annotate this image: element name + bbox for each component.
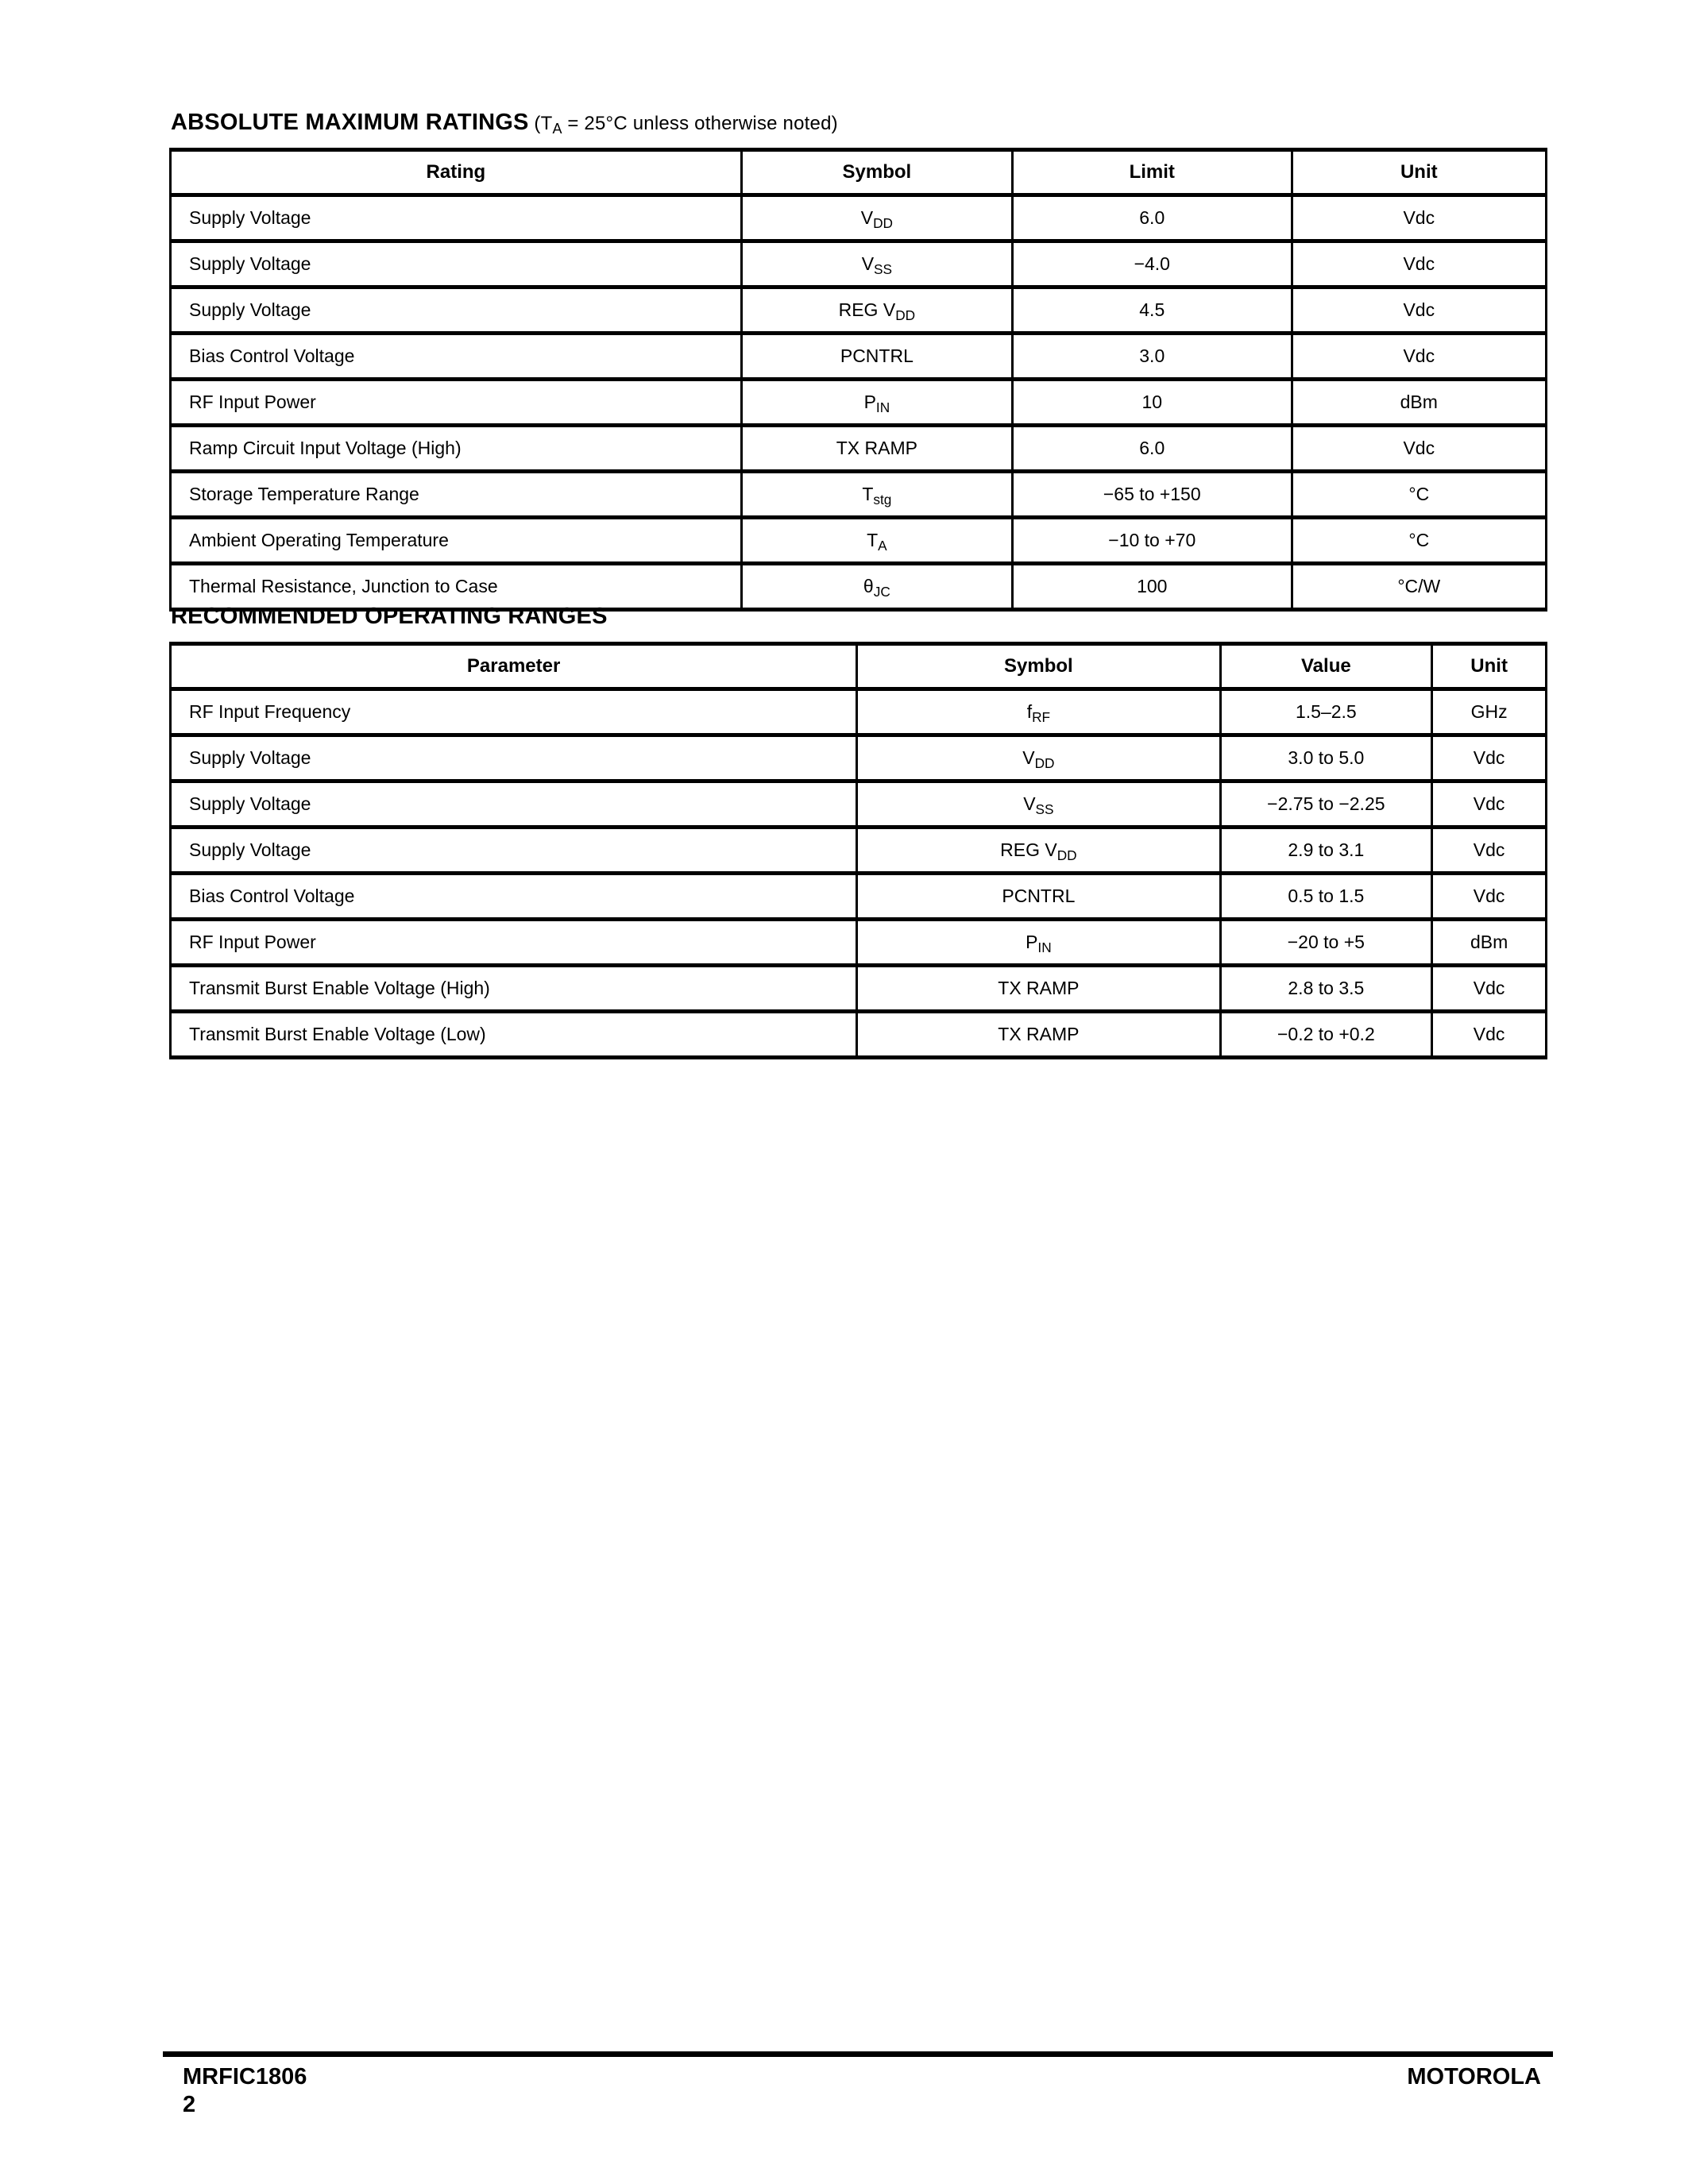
cell-symbol bbox=[857, 735, 1220, 781]
cell-value: 6.0 bbox=[1012, 426, 1292, 472]
column-header-parameter: Parameter bbox=[171, 644, 857, 689]
symbol-base: TX RAMP bbox=[998, 978, 1080, 998]
cell-value: 6.0 bbox=[1012, 195, 1292, 241]
header-row bbox=[171, 644, 1547, 689]
cell-symbol bbox=[857, 781, 1220, 828]
table-row bbox=[171, 689, 1547, 735]
cell-symbol bbox=[857, 966, 1220, 1012]
symbol-base: REG V bbox=[1000, 839, 1057, 860]
note-subscript: A bbox=[552, 121, 562, 137]
table-row bbox=[171, 920, 1547, 966]
cell-value: −20 to +5 bbox=[1220, 920, 1432, 966]
cell-value: −10 to +70 bbox=[1012, 518, 1292, 564]
symbol-subscript: stg bbox=[873, 491, 892, 507]
cell-label: Ambient Operating Temperature bbox=[171, 518, 742, 564]
table-header bbox=[171, 150, 1547, 195]
section-title-text: RECOMMENDED OPERATING RANGES bbox=[171, 604, 608, 629]
cell-unit: Vdc bbox=[1292, 334, 1546, 380]
column-header-value: Value bbox=[1220, 644, 1432, 689]
symbol-subscript: DD bbox=[1056, 847, 1077, 863]
footer-device-name: MRFIC1806 bbox=[183, 2064, 307, 2089]
symbol-base: V bbox=[861, 253, 875, 274]
symbol-subscript: SS bbox=[1035, 801, 1054, 817]
symbol-subscript: IN bbox=[875, 399, 890, 415]
footer-brand: MOTOROLA bbox=[1407, 2064, 1541, 2089]
symbol-base: P bbox=[863, 392, 876, 412]
cell-value: 2.9 to 3.1 bbox=[1220, 828, 1432, 874]
table-row bbox=[171, 735, 1547, 781]
cell-value: 10 bbox=[1012, 380, 1292, 426]
cell-label: Storage Temperature Range bbox=[171, 472, 742, 518]
table-row bbox=[171, 564, 1547, 610]
symbol-subscript: DD bbox=[1034, 754, 1055, 771]
cell-symbol bbox=[857, 1012, 1220, 1058]
symbol-base: V bbox=[1022, 747, 1035, 768]
cell-unit: Vdc bbox=[1292, 241, 1546, 287]
table-row bbox=[171, 380, 1547, 426]
cell-unit: Vdc bbox=[1292, 287, 1546, 334]
cell-unit: Vdc bbox=[1292, 426, 1546, 472]
symbol-base: P bbox=[1026, 932, 1038, 952]
column-header-rating: Rating bbox=[171, 150, 742, 195]
cell-label: Bias Control Voltage bbox=[171, 874, 857, 920]
symbol-base: V bbox=[860, 207, 874, 228]
table-row bbox=[171, 1012, 1547, 1058]
cell-label: RF Input Frequency bbox=[171, 689, 857, 735]
cell-symbol bbox=[857, 689, 1220, 735]
cell-unit: dBm bbox=[1292, 380, 1546, 426]
cell-unit: dBm bbox=[1432, 920, 1547, 966]
cell-unit: Vdc bbox=[1292, 195, 1546, 241]
cell-value: −0.2 to +0.2 bbox=[1220, 1012, 1432, 1058]
note-pre: (T bbox=[534, 113, 553, 134]
cell-label: Bias Control Voltage bbox=[171, 334, 742, 380]
cell-unit: °C bbox=[1292, 472, 1546, 518]
symbol-base: θ bbox=[863, 576, 874, 596]
footer-left bbox=[183, 2063, 307, 2119]
column-header-unit: Unit bbox=[1292, 150, 1546, 195]
cell-symbol bbox=[741, 287, 1012, 334]
symbol-base: PCNTRL bbox=[840, 345, 914, 366]
cell-unit: Vdc bbox=[1432, 735, 1547, 781]
cell-value: 1.5–2.5 bbox=[1220, 689, 1432, 735]
cell-unit: GHz bbox=[1432, 689, 1547, 735]
cell-value: −2.75 to −2.25 bbox=[1220, 781, 1432, 828]
cell-value: 2.8 to 3.5 bbox=[1220, 966, 1432, 1012]
cell-symbol bbox=[741, 195, 1012, 241]
table-row bbox=[171, 195, 1547, 241]
symbol-subscript: RF bbox=[1032, 708, 1051, 725]
cell-label: Transmit Burst Enable Voltage (High) bbox=[171, 966, 857, 1012]
symbol-base: REG V bbox=[838, 299, 896, 320]
section-title-text: ABSOLUTE MAXIMUM RATINGS bbox=[171, 110, 529, 135]
symbol-subscript: SS bbox=[874, 260, 893, 277]
cell-symbol bbox=[857, 920, 1220, 966]
cell-symbol bbox=[857, 828, 1220, 874]
cell-unit: Vdc bbox=[1432, 966, 1547, 1012]
table-row bbox=[171, 874, 1547, 920]
table-row bbox=[171, 966, 1547, 1012]
table-row bbox=[171, 472, 1547, 518]
cell-symbol bbox=[741, 564, 1012, 610]
symbol-base: T bbox=[867, 530, 879, 550]
cell-symbol bbox=[741, 426, 1012, 472]
table-row bbox=[171, 287, 1547, 334]
cell-label: Supply Voltage bbox=[171, 287, 742, 334]
cell-label: RF Input Power bbox=[171, 380, 742, 426]
cell-unit: Vdc bbox=[1432, 1012, 1547, 1058]
column-header-unit: Unit bbox=[1432, 644, 1547, 689]
table-row bbox=[171, 426, 1547, 472]
symbol-subscript: DD bbox=[895, 307, 916, 323]
cell-symbol bbox=[741, 334, 1012, 380]
header-row bbox=[171, 150, 1547, 195]
table-header bbox=[171, 644, 1547, 689]
symbol-base: TX RAMP bbox=[998, 1024, 1080, 1044]
recommended-operating-ranges-table bbox=[169, 642, 1547, 1059]
cell-value: −4.0 bbox=[1012, 241, 1292, 287]
symbol-subscript: JC bbox=[873, 583, 890, 600]
absolute-maximum-ratings-table bbox=[169, 148, 1547, 612]
cell-unit: °C bbox=[1292, 518, 1546, 564]
cell-label: Supply Voltage bbox=[171, 735, 857, 781]
cell-symbol bbox=[741, 241, 1012, 287]
cell-label: RF Input Power bbox=[171, 920, 857, 966]
cell-unit: Vdc bbox=[1432, 874, 1547, 920]
cell-unit: Vdc bbox=[1432, 781, 1547, 828]
note-post: = 25°C unless otherwise noted) bbox=[562, 113, 838, 134]
cell-symbol bbox=[741, 472, 1012, 518]
cell-value: 0.5 to 1.5 bbox=[1220, 874, 1432, 920]
symbol-base: PCNTRL bbox=[1002, 886, 1076, 906]
table-row bbox=[171, 241, 1547, 287]
symbol-subscript: A bbox=[878, 537, 887, 554]
cell-label: Thermal Resistance, Junction to Case bbox=[171, 564, 742, 610]
cell-label: Supply Voltage bbox=[171, 195, 742, 241]
table-row bbox=[171, 781, 1547, 828]
footer-page-number: 2 bbox=[183, 2092, 196, 2117]
footer-divider bbox=[163, 2051, 1553, 2057]
symbol-base: TX RAMP bbox=[836, 438, 917, 458]
cell-unit: °C/W bbox=[1292, 564, 1546, 610]
cell-symbol bbox=[857, 874, 1220, 920]
cell-label: Transmit Burst Enable Voltage (Low) bbox=[171, 1012, 857, 1058]
cell-unit: Vdc bbox=[1432, 828, 1547, 874]
table-row bbox=[171, 828, 1547, 874]
section-title-note bbox=[529, 113, 838, 137]
cell-label: Supply Voltage bbox=[171, 781, 857, 828]
section-title-absolute-maximum-ratings bbox=[171, 110, 838, 136]
column-header-symbol: Symbol bbox=[857, 644, 1220, 689]
symbol-base: f bbox=[1026, 701, 1033, 722]
table-row bbox=[171, 518, 1547, 564]
table-row bbox=[171, 334, 1547, 380]
cell-value: 3.0 to 5.0 bbox=[1220, 735, 1432, 781]
cell-label: Ramp Circuit Input Voltage (High) bbox=[171, 426, 742, 472]
symbol-subscript: IN bbox=[1037, 939, 1052, 955]
section-title-recommended-operating-ranges bbox=[171, 604, 608, 630]
cell-label: Supply Voltage bbox=[171, 828, 857, 874]
cell-value: −65 to +150 bbox=[1012, 472, 1292, 518]
cell-value: 100 bbox=[1012, 564, 1292, 610]
cell-symbol bbox=[741, 380, 1012, 426]
symbol-subscript: DD bbox=[873, 214, 893, 231]
symbol-base: V bbox=[1023, 793, 1036, 814]
table-body bbox=[171, 689, 1547, 1058]
column-header-symbol: Symbol bbox=[741, 150, 1012, 195]
cell-value: 4.5 bbox=[1012, 287, 1292, 334]
cell-symbol bbox=[741, 518, 1012, 564]
symbol-base: T bbox=[862, 484, 874, 504]
cell-value: 3.0 bbox=[1012, 334, 1292, 380]
cell-label: Supply Voltage bbox=[171, 241, 742, 287]
table-body bbox=[171, 195, 1547, 610]
column-header-limit: Limit bbox=[1012, 150, 1292, 195]
